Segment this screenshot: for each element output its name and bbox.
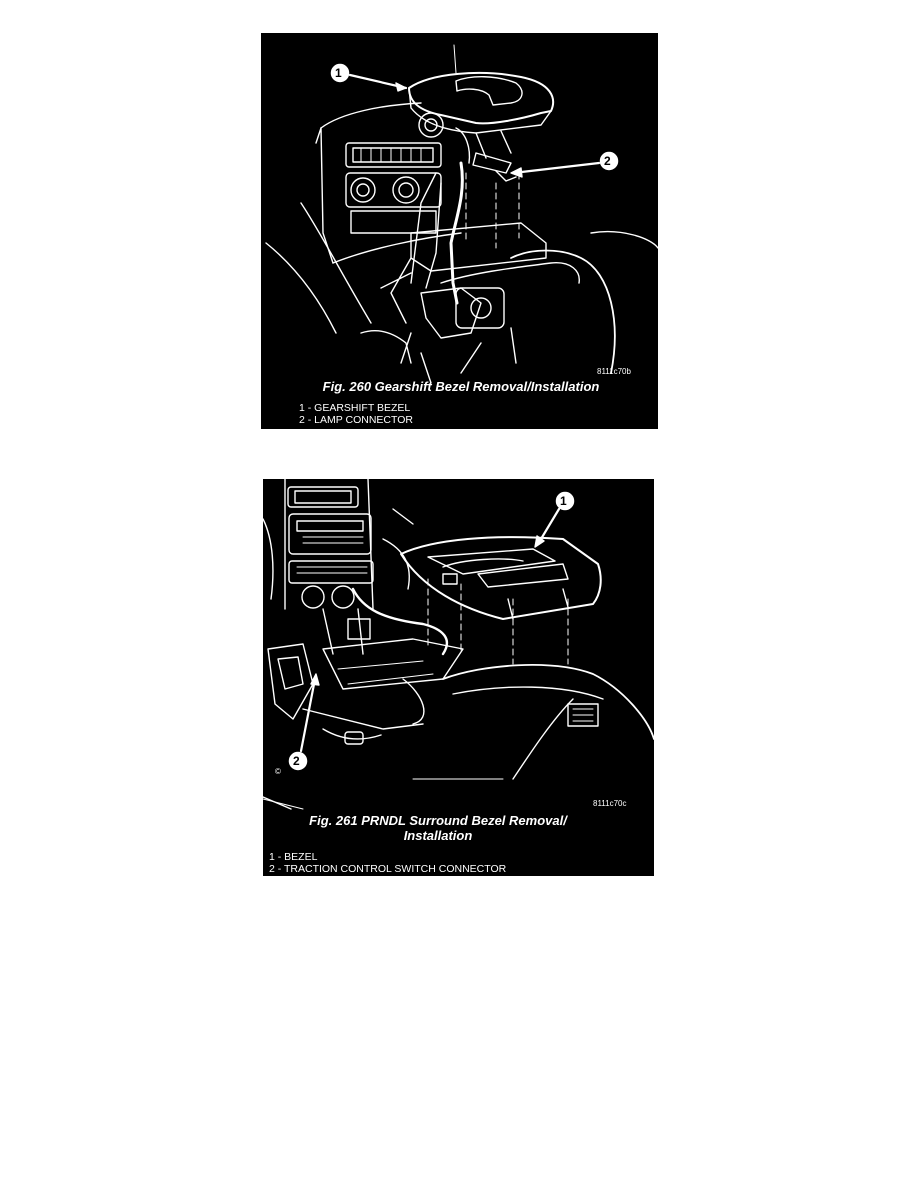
callout-1: 1 [335, 66, 342, 80]
figure-261-prndl-bezel [263, 479, 654, 876]
figure-caption-line-1: Fig. 261 PRNDL Surround Bezel Removal/ [309, 813, 567, 828]
figure-260-gearshift-bezel [261, 33, 658, 429]
figure-caption: Fig. 260 Gearshift Bezel Removal/Installation [322, 379, 600, 394]
callout-1: 1 [560, 494, 567, 508]
figure-code: 8111c70c [593, 799, 627, 808]
legend-item-1: 1 - GEARSHIFT BEZEL [299, 402, 411, 414]
copyright-mark: © [275, 767, 281, 776]
figure-code: 8111c70b [597, 367, 631, 376]
callout-2: 2 [604, 154, 611, 168]
legend-item-2: 2 - LAMP CONNECTOR [299, 414, 413, 426]
figure-caption-line-2: Installation [403, 828, 473, 843]
callout-2: 2 [293, 754, 300, 768]
figure-legend [269, 851, 506, 875]
legend-item-1: 1 - BEZEL [269, 851, 318, 863]
figure-caption [273, 813, 603, 843]
legend-item-2: 2 - TRACTION CONTROL SWITCH CONNECTOR [269, 863, 507, 875]
figure-legend [299, 402, 413, 426]
